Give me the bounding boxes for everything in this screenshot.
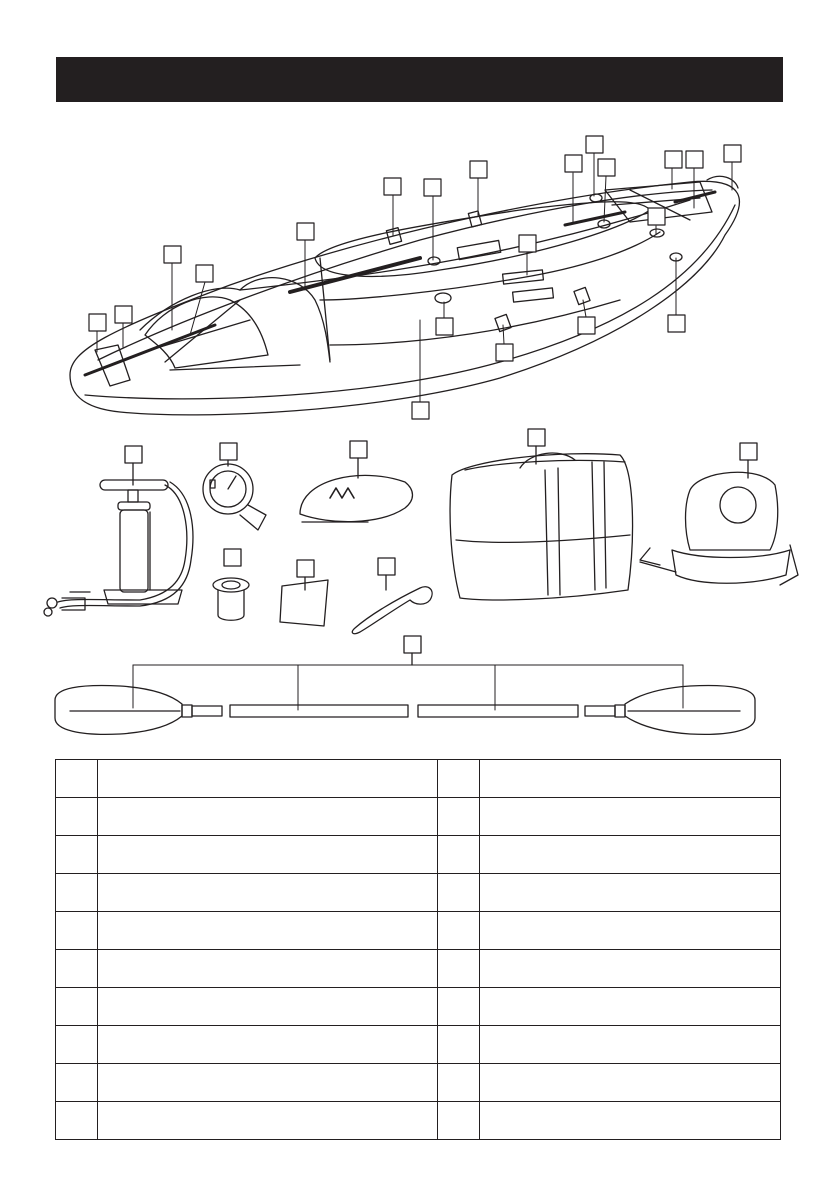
part-number-cell [56, 950, 98, 988]
valve-2 [435, 293, 451, 303]
callout-box [648, 208, 665, 225]
middle-bungee-strip [565, 212, 625, 225]
callout-box [724, 145, 741, 162]
pressure-gauge [203, 443, 266, 530]
side-clip-2 [468, 211, 481, 227]
part-description-cell [98, 1064, 438, 1102]
table-row [56, 988, 781, 1026]
part-number-cell [438, 836, 480, 874]
part-description-cell [480, 874, 781, 912]
kayak-cockpit [315, 202, 650, 277]
callout-box [424, 179, 441, 196]
paddle [55, 636, 755, 734]
valve-5 [590, 194, 602, 202]
part-description-cell [98, 1026, 438, 1064]
part-description-cell [98, 874, 438, 912]
front-spray-cover-seam [140, 288, 240, 330]
kayak-callout-lines [97, 153, 732, 402]
callout-box [519, 235, 536, 252]
part-description-cell [480, 1102, 781, 1140]
part-description-cell [98, 798, 438, 836]
part-description-cell [480, 1026, 781, 1064]
part-number-cell [438, 950, 480, 988]
kayak-floor-line [330, 300, 620, 345]
callout-box [115, 306, 132, 323]
callout-box [686, 151, 703, 168]
repair-patch [280, 560, 328, 626]
part-description-cell [480, 760, 781, 798]
table-row [56, 836, 781, 874]
part-number-cell [438, 1102, 480, 1140]
part-number-cell [56, 836, 98, 874]
callout-box [665, 151, 682, 168]
table-row [56, 760, 781, 798]
paddle-shaft-2 [418, 705, 578, 717]
callout-box [412, 402, 429, 419]
part-number-cell [438, 988, 480, 1026]
paddle-blade-left [55, 686, 182, 735]
hand-pump [44, 446, 193, 616]
callout-box [384, 178, 401, 195]
part-description-cell [480, 836, 781, 874]
seat-mount [457, 240, 500, 259]
part-number-cell [438, 874, 480, 912]
part-description-cell [480, 950, 781, 988]
part-description-cell [98, 988, 438, 1026]
callout-box [404, 636, 421, 653]
table-row [56, 874, 781, 912]
table-row [56, 798, 781, 836]
callout-box [668, 315, 685, 332]
part-description-cell [98, 912, 438, 950]
part-number-cell [56, 1102, 98, 1140]
callout-box [297, 223, 314, 240]
part-number-cell [56, 1064, 98, 1102]
part-description-cell [98, 950, 438, 988]
paddle-shaft-1 [230, 705, 408, 717]
part-description-cell [480, 912, 781, 950]
callout-box [196, 265, 213, 282]
fin [300, 441, 413, 522]
callout-box [436, 318, 453, 335]
table-row [56, 912, 781, 950]
callout-box [740, 443, 757, 460]
table-row [56, 1064, 781, 1102]
table-row [56, 1026, 781, 1064]
kayak-seat [640, 443, 798, 585]
part-number-cell [438, 912, 480, 950]
part-number-cell [438, 1064, 480, 1102]
callout-box [224, 549, 241, 566]
paddle-blade-right [625, 686, 755, 735]
part-number-cell [438, 1026, 480, 1064]
callout-box [297, 560, 314, 577]
kayak-illustration [70, 176, 739, 415]
part-number-cell [438, 798, 480, 836]
callout-box [586, 136, 603, 153]
part-description-cell [480, 798, 781, 836]
part-description-cell [98, 760, 438, 798]
table-row [56, 950, 781, 988]
part-description-cell [480, 1064, 781, 1102]
side-clip-4 [574, 287, 590, 304]
callout-box [350, 441, 367, 458]
part-number-cell [56, 874, 98, 912]
callout-box [528, 429, 545, 446]
callout-box [89, 314, 106, 331]
part-description-cell [480, 988, 781, 1026]
table-row [56, 1102, 781, 1140]
valve-3 [650, 229, 664, 237]
part-number-cell [56, 1026, 98, 1064]
part-description-cell [98, 836, 438, 874]
valve-adapter [213, 549, 249, 620]
nose-bungee-strip [85, 325, 215, 375]
center-plate-2 [513, 288, 554, 302]
callout-box [578, 317, 595, 334]
callout-box [565, 155, 582, 172]
fin-tool [352, 558, 432, 634]
part-number-cell [56, 912, 98, 950]
kayak-callout-boxes [89, 136, 741, 419]
rear-bungee-strip [675, 192, 715, 202]
part-number-cell [56, 798, 98, 836]
callout-box [598, 159, 615, 176]
part-description-cell [98, 1102, 438, 1140]
callout-box [164, 246, 181, 263]
callout-box [220, 443, 237, 460]
callout-box [496, 344, 513, 361]
callout-box [470, 161, 487, 178]
callout-box [125, 446, 142, 463]
part-number-cell [438, 760, 480, 798]
carry-bag [450, 429, 632, 600]
callout-box [378, 558, 395, 575]
part-number-cell [56, 760, 98, 798]
part-number-cell [56, 988, 98, 1026]
parts-list-table [55, 759, 781, 1140]
